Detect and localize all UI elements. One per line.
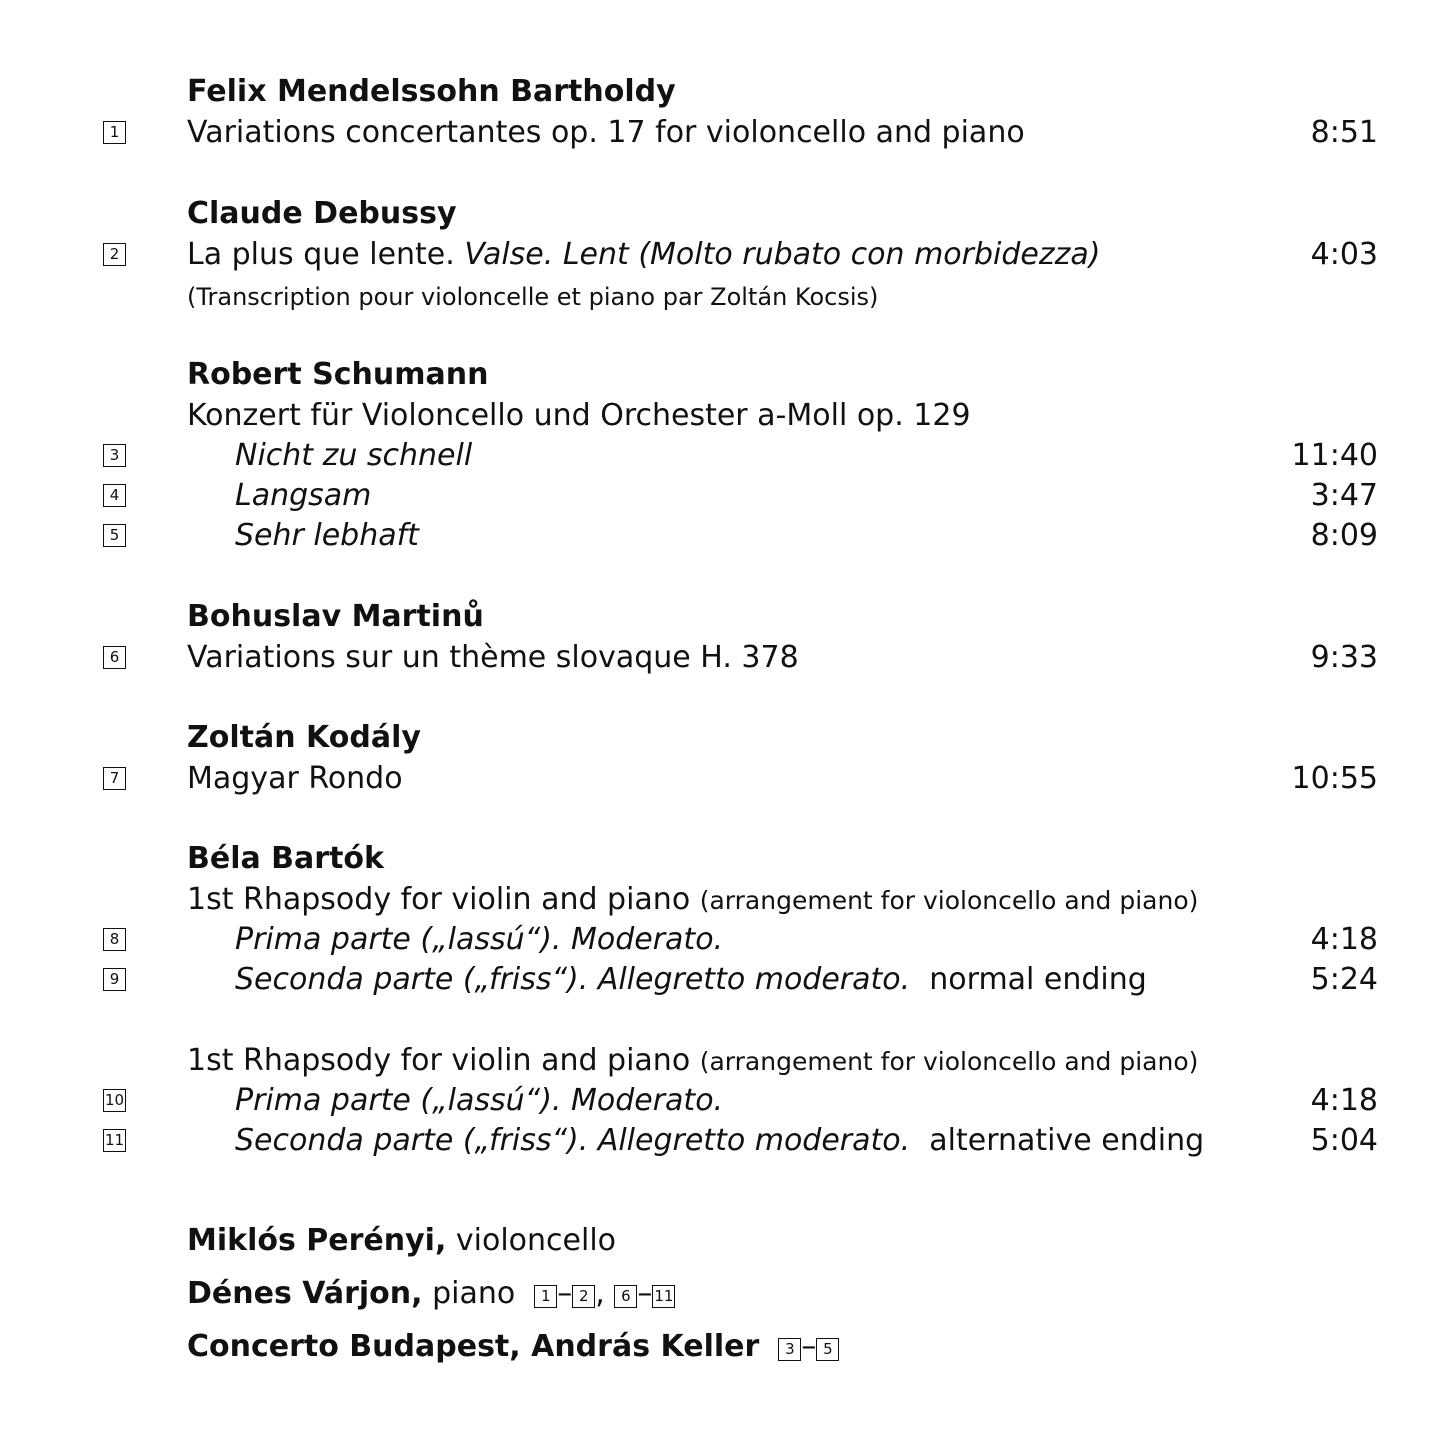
track-ref-box: 3 xyxy=(778,1338,801,1361)
movement-title xyxy=(235,1081,723,1121)
composer-name: Bohuslav Martinů xyxy=(187,599,484,634)
composer-heading-mendelssohn xyxy=(0,72,1445,112)
track-title: Variations sur un thème slovaque H. 378 xyxy=(187,640,799,675)
track-duration: 8:51 xyxy=(1310,115,1378,150)
track-duration: 11:40 xyxy=(1291,438,1378,473)
track-row xyxy=(0,436,1445,476)
movement-title-italic: Seconda parte („friss“). Allegretto moderato. xyxy=(235,1123,911,1158)
performer-name: Concerto Budapest, András Keller xyxy=(187,1329,760,1364)
composer-heading-martinu xyxy=(0,597,1445,637)
track-number-box: 6 xyxy=(103,646,126,669)
title-italic: Valse. Lent (Molto rubato con morbidezza) xyxy=(464,237,1101,272)
track-duration: 8:09 xyxy=(1310,518,1378,553)
track-row xyxy=(0,476,1445,516)
movement-title xyxy=(235,1121,1204,1161)
track-number-box: 3 xyxy=(103,444,126,467)
track-row xyxy=(0,638,1445,678)
track-number-box: 1 xyxy=(103,121,126,144)
work-title-row xyxy=(0,1041,1445,1081)
work-title: Konzert für Violoncello und Orchester a-Moll op. 129 xyxy=(187,398,971,433)
track-title xyxy=(187,235,1100,275)
composer-heading-schumann xyxy=(0,355,1445,395)
track-duration: 9:33 xyxy=(1310,640,1378,675)
composer-name: Claude Debussy xyxy=(187,196,457,231)
track-ref-box: 6 xyxy=(614,1285,637,1308)
track-row xyxy=(0,1081,1445,1121)
composer-name: Robert Schumann xyxy=(187,357,489,392)
track-number-box: 7 xyxy=(103,767,126,790)
track-ref-dash: – xyxy=(637,1276,653,1311)
work-title-row xyxy=(0,880,1445,920)
performer-line xyxy=(187,1325,839,1369)
movement-title-italic: Seconda parte („friss“). Allegretto moderato. xyxy=(235,962,911,997)
work-name: 1st Rhapsody for violin and piano xyxy=(187,1043,691,1078)
track-duration: 5:24 xyxy=(1310,962,1378,997)
ending-note: normal ending xyxy=(929,962,1147,997)
composer-heading-bartok xyxy=(0,839,1445,879)
performer-role: violoncello xyxy=(455,1223,617,1258)
movement-title-italic: Prima parte („lassú“). Moderato. xyxy=(235,922,724,957)
track-row xyxy=(0,516,1445,556)
arrangement-note: (arrangement for violoncello and piano) xyxy=(699,1047,1199,1076)
arrangement-note: (arrangement for violoncello and piano) xyxy=(699,886,1199,915)
track-number-box: 4 xyxy=(103,484,126,507)
work-title-row xyxy=(0,396,1445,436)
track-title: Magyar Rondo xyxy=(187,761,403,796)
track-ref-dash: – xyxy=(801,1329,817,1364)
track-number-box: 5 xyxy=(103,524,126,547)
transcription-note: (Transcription pour violoncelle et piano par Zoltán Kocsis) xyxy=(187,283,879,311)
track-ref-box: 5 xyxy=(816,1338,839,1361)
track-duration: 4:18 xyxy=(1310,922,1378,957)
composer-heading-debussy xyxy=(0,194,1445,234)
track-number-box: 8 xyxy=(103,928,126,951)
work-name: 1st Rhapsody for violin and piano xyxy=(187,882,691,917)
composer-name: Felix Mendelssohn Bartholdy xyxy=(187,74,676,109)
track-row xyxy=(0,759,1445,799)
track-row xyxy=(0,920,1445,960)
title-roman: La plus que lente. xyxy=(187,237,455,272)
track-duration: 3:47 xyxy=(1310,478,1378,513)
movement-title xyxy=(235,920,723,960)
track-ref-box: 2 xyxy=(572,1285,595,1308)
composer-heading-kodaly xyxy=(0,718,1445,758)
track-number-box: 11 xyxy=(103,1129,126,1152)
track-ref-box: 11 xyxy=(652,1285,675,1308)
track-ref-box: 1 xyxy=(534,1285,557,1308)
performer-line xyxy=(187,1219,616,1263)
composer-name: Zoltán Kodály xyxy=(187,720,421,755)
composer-name: Béla Bartók xyxy=(187,841,384,876)
track-ref-comma: , xyxy=(595,1276,615,1311)
performer-line xyxy=(187,1272,675,1316)
movement-title: Langsam xyxy=(235,478,372,513)
track-row xyxy=(0,235,1445,275)
track-ref-dash: – xyxy=(557,1276,573,1311)
track-duration: 10:55 xyxy=(1291,761,1378,796)
movement-title xyxy=(235,960,1147,1000)
movement-title-italic: Prima parte („lassú“). Moderato. xyxy=(235,1083,724,1118)
track-duration: 4:03 xyxy=(1310,237,1378,272)
track-number-box: 9 xyxy=(103,968,126,991)
ending-note: alternative ending xyxy=(929,1123,1205,1158)
transcription-note-row xyxy=(0,277,1445,317)
track-row xyxy=(0,1121,1445,1161)
track-row xyxy=(0,960,1445,1000)
movement-title: Nicht zu schnell xyxy=(235,438,473,473)
movement-title: Sehr lebhaft xyxy=(235,518,419,553)
track-row xyxy=(0,113,1445,153)
performer-role: piano xyxy=(432,1276,516,1311)
track-duration: 5:04 xyxy=(1310,1123,1378,1158)
track-number-box: 10 xyxy=(103,1089,126,1112)
work-title xyxy=(187,880,1198,921)
track-title: Variations concertantes op. 17 for violoncello and piano xyxy=(187,115,1025,150)
work-title xyxy=(187,1041,1198,1082)
track-duration: 4:18 xyxy=(1310,1083,1378,1118)
track-number-box: 2 xyxy=(103,243,126,266)
performer-name: Dénes Várjon, xyxy=(187,1276,423,1311)
performer-name: Miklós Perényi, xyxy=(187,1223,447,1258)
